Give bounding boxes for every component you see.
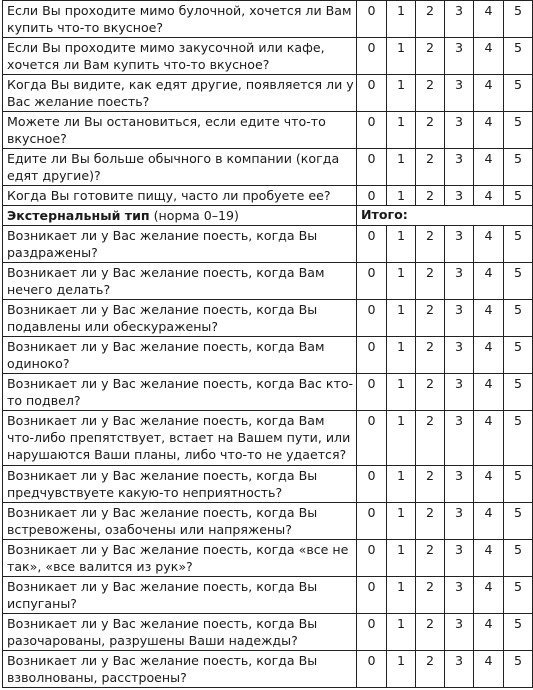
score-option-1[interactable]: 1: [387, 337, 416, 374]
questionnaire-table: [2, 0, 533, 688]
section-header-row: [3, 206, 533, 226]
score-option-4[interactable]: 4: [474, 1, 504, 38]
question-row: [3, 186, 533, 206]
score-option-2[interactable]: 2: [416, 337, 445, 374]
score-option-3[interactable]: 3: [445, 149, 474, 186]
question-text: Возникает ли у Вас желание поесть, когда Вы встревожены, озабочены или напряжены?: [3, 503, 357, 540]
question-text: Возникает ли у Вас желание поесть, когда Вы подавлены или обескуражены?: [3, 300, 357, 337]
score-option-4[interactable]: 4: [474, 38, 504, 75]
question-row: [3, 149, 533, 186]
score-option-0[interactable]: 0: [357, 149, 387, 186]
score-option-3[interactable]: 3: [445, 651, 474, 688]
question-text: Возникает ли у Вас желание поесть, когда Вы разочарованы, разрушены Ваши надежды?: [3, 614, 357, 651]
score-option-1[interactable]: 1: [387, 1, 416, 38]
question-text: Возникает ли у Вас желание поесть, когда Вы раздражены?: [3, 226, 357, 263]
score-option-1[interactable]: 1: [387, 263, 416, 300]
question-text: Возникает ли у Вас желание поесть, когда Вы взволнованы, расстроены?: [3, 651, 357, 688]
question-text: Едите ли Вы больше обычного в компании (когда едят другие)?: [3, 149, 357, 186]
score-option-4[interactable]: 4: [474, 577, 504, 614]
question-row: [3, 466, 533, 503]
score-option-5[interactable]: 5: [504, 651, 533, 688]
score-option-5[interactable]: 5: [504, 503, 533, 540]
score-option-5[interactable]: 5: [504, 300, 533, 337]
score-option-3[interactable]: 3: [445, 614, 474, 651]
score-option-5[interactable]: 5: [504, 614, 533, 651]
score-option-5[interactable]: 5: [504, 75, 533, 112]
score-option-0[interactable]: 0: [357, 38, 387, 75]
score-option-3[interactable]: 3: [445, 1, 474, 38]
score-option-4[interactable]: 4: [474, 75, 504, 112]
score-option-2[interactable]: 2: [416, 651, 445, 688]
score-option-4[interactable]: 4: [474, 374, 504, 411]
score-option-2[interactable]: 2: [416, 614, 445, 651]
question-text: Возникает ли у Вас желание поесть, когда Вас кто-то подвел?: [3, 374, 357, 411]
score-option-2[interactable]: 2: [416, 226, 445, 263]
score-option-1[interactable]: 1: [387, 411, 416, 466]
section-header-cell: [3, 206, 357, 226]
score-option-0[interactable]: 0: [357, 614, 387, 651]
score-option-5[interactable]: 5: [504, 112, 533, 149]
score-option-5[interactable]: 5: [504, 411, 533, 466]
score-option-2[interactable]: 2: [416, 75, 445, 112]
question-row: [3, 300, 533, 337]
score-option-0[interactable]: 0: [357, 1, 387, 38]
score-option-0[interactable]: 0: [357, 75, 387, 112]
score-option-2[interactable]: 2: [416, 112, 445, 149]
score-option-4[interactable]: 4: [474, 651, 504, 688]
score-option-1[interactable]: 1: [387, 300, 416, 337]
score-option-5[interactable]: 5: [504, 186, 533, 206]
score-option-2[interactable]: 2: [416, 466, 445, 503]
score-option-0[interactable]: 0: [357, 112, 387, 149]
score-option-2[interactable]: 2: [416, 411, 445, 466]
question-text: Когда Вы готовите пищу, часто ли пробуете ее?: [3, 186, 357, 206]
question-row: [3, 112, 533, 149]
score-option-1[interactable]: 1: [387, 374, 416, 411]
score-option-1[interactable]: 1: [387, 75, 416, 112]
score-option-5[interactable]: 5: [504, 337, 533, 374]
score-option-5[interactable]: 5: [504, 577, 533, 614]
score-option-4[interactable]: 4: [474, 226, 504, 263]
score-option-2[interactable]: 2: [416, 149, 445, 186]
score-option-0[interactable]: 0: [357, 263, 387, 300]
score-option-2[interactable]: 2: [416, 186, 445, 206]
question-text: Если Вы проходите мимо закусочной или кафе, хочется ли Вам купить что-то вкусное?: [3, 38, 357, 75]
question-text: Возникает ли у Вас желание поесть, когда «все не так», «все валится из рук»?: [3, 540, 357, 577]
score-option-1[interactable]: 1: [387, 503, 416, 540]
score-option-5[interactable]: 5: [504, 38, 533, 75]
score-option-3[interactable]: 3: [445, 503, 474, 540]
score-option-4[interactable]: 4: [474, 263, 504, 300]
score-option-1[interactable]: 1: [387, 226, 416, 263]
section-title: Экстернальный тип: [7, 208, 150, 223]
question-row: [3, 614, 533, 651]
score-option-3[interactable]: 3: [445, 263, 474, 300]
question-text: Возникает ли у Вас желание поесть, когда Вам нечего делать?: [3, 263, 357, 300]
score-option-2[interactable]: 2: [416, 1, 445, 38]
score-option-0[interactable]: 0: [357, 540, 387, 577]
score-option-2[interactable]: 2: [416, 263, 445, 300]
score-option-4[interactable]: 4: [474, 466, 504, 503]
score-option-0[interactable]: 0: [357, 337, 387, 374]
section-total-label: Итого:: [357, 206, 533, 226]
score-option-5[interactable]: 5: [504, 374, 533, 411]
score-option-3[interactable]: 3: [445, 540, 474, 577]
score-option-4[interactable]: 4: [474, 337, 504, 374]
score-option-5[interactable]: 5: [504, 1, 533, 38]
score-option-0[interactable]: 0: [357, 374, 387, 411]
score-option-1[interactable]: 1: [387, 112, 416, 149]
question-row: [3, 226, 533, 263]
score-option-0[interactable]: 0: [357, 577, 387, 614]
question-row: [3, 577, 533, 614]
score-option-3[interactable]: 3: [445, 112, 474, 149]
score-option-4[interactable]: 4: [474, 300, 504, 337]
bottom-question-group: [3, 226, 533, 688]
score-option-3[interactable]: 3: [445, 337, 474, 374]
score-option-0[interactable]: 0: [357, 411, 387, 466]
score-option-4[interactable]: 4: [474, 503, 504, 540]
question-text: Возникает ли у Вас желание поесть, когда Вам одиноко?: [3, 337, 357, 374]
score-option-3[interactable]: 3: [445, 38, 474, 75]
score-option-3[interactable]: 3: [445, 374, 474, 411]
score-option-1[interactable]: 1: [387, 651, 416, 688]
score-option-1[interactable]: 1: [387, 38, 416, 75]
score-option-5[interactable]: 5: [504, 263, 533, 300]
score-option-3[interactable]: 3: [445, 186, 474, 206]
score-option-4[interactable]: 4: [474, 149, 504, 186]
score-option-2[interactable]: 2: [416, 577, 445, 614]
score-option-4[interactable]: 4: [474, 614, 504, 651]
score-option-4[interactable]: 4: [474, 540, 504, 577]
score-option-1[interactable]: 1: [387, 577, 416, 614]
score-option-3[interactable]: 3: [445, 226, 474, 263]
question-row: [3, 374, 533, 411]
score-option-1[interactable]: 1: [387, 614, 416, 651]
score-option-5[interactable]: 5: [504, 466, 533, 503]
score-option-0[interactable]: 0: [357, 226, 387, 263]
score-option-2[interactable]: 2: [416, 374, 445, 411]
score-option-4[interactable]: 4: [474, 411, 504, 466]
question-row: [3, 503, 533, 540]
question-row: [3, 263, 533, 300]
question-row: [3, 651, 533, 688]
score-option-4[interactable]: 4: [474, 112, 504, 149]
score-option-0[interactable]: 0: [357, 651, 387, 688]
score-option-4[interactable]: 4: [474, 186, 504, 206]
score-option-1[interactable]: 1: [387, 186, 416, 206]
question-text: Можете ли Вы остановиться, если едите что-то вкусное?: [3, 112, 357, 149]
score-option-0[interactable]: 0: [357, 503, 387, 540]
score-option-1[interactable]: 1: [387, 149, 416, 186]
section-norm: (норма 0–19): [149, 208, 239, 223]
score-option-3[interactable]: 3: [445, 411, 474, 466]
score-option-3[interactable]: 3: [445, 75, 474, 112]
question-text: Возникает ли у Вас желание поесть, когда Вам что-либо препятствует, встает на Вашем пути, или нарушаются Ваши планы, либо что-то не удается?: [3, 411, 357, 466]
score-option-5[interactable]: 5: [504, 226, 533, 263]
score-option-0[interactable]: 0: [357, 300, 387, 337]
score-option-2[interactable]: 2: [416, 503, 445, 540]
score-option-1[interactable]: 1: [387, 540, 416, 577]
score-option-2[interactable]: 2: [416, 300, 445, 337]
question-text: Если Вы проходите мимо булочной, хочется ли Вам купить что-то вкусное?: [3, 1, 357, 38]
top-question-group: [3, 1, 533, 206]
score-option-3[interactable]: 3: [445, 300, 474, 337]
score-option-2[interactable]: 2: [416, 540, 445, 577]
question-row: [3, 411, 533, 466]
question-row: [3, 337, 533, 374]
score-option-0[interactable]: 0: [357, 186, 387, 206]
section-header-group: [3, 206, 533, 226]
question-row: [3, 75, 533, 112]
score-option-3[interactable]: 3: [445, 466, 474, 503]
question-row: [3, 1, 533, 38]
score-option-2[interactable]: 2: [416, 38, 445, 75]
question-row: [3, 38, 533, 75]
question-text: Когда Вы видите, как едят другие, появляется ли у Вас желание поесть?: [3, 75, 357, 112]
score-option-3[interactable]: 3: [445, 577, 474, 614]
question-text: Возникает ли у Вас желание поесть, когда Вы предчувствуете какую-то неприятность?: [3, 466, 357, 503]
score-option-5[interactable]: 5: [504, 540, 533, 577]
score-option-0[interactable]: 0: [357, 466, 387, 503]
question-text: Возникает ли у Вас желание поесть, когда Вы испуганы?: [3, 577, 357, 614]
score-option-1[interactable]: 1: [387, 466, 416, 503]
score-option-5[interactable]: 5: [504, 149, 533, 186]
question-row: [3, 540, 533, 577]
